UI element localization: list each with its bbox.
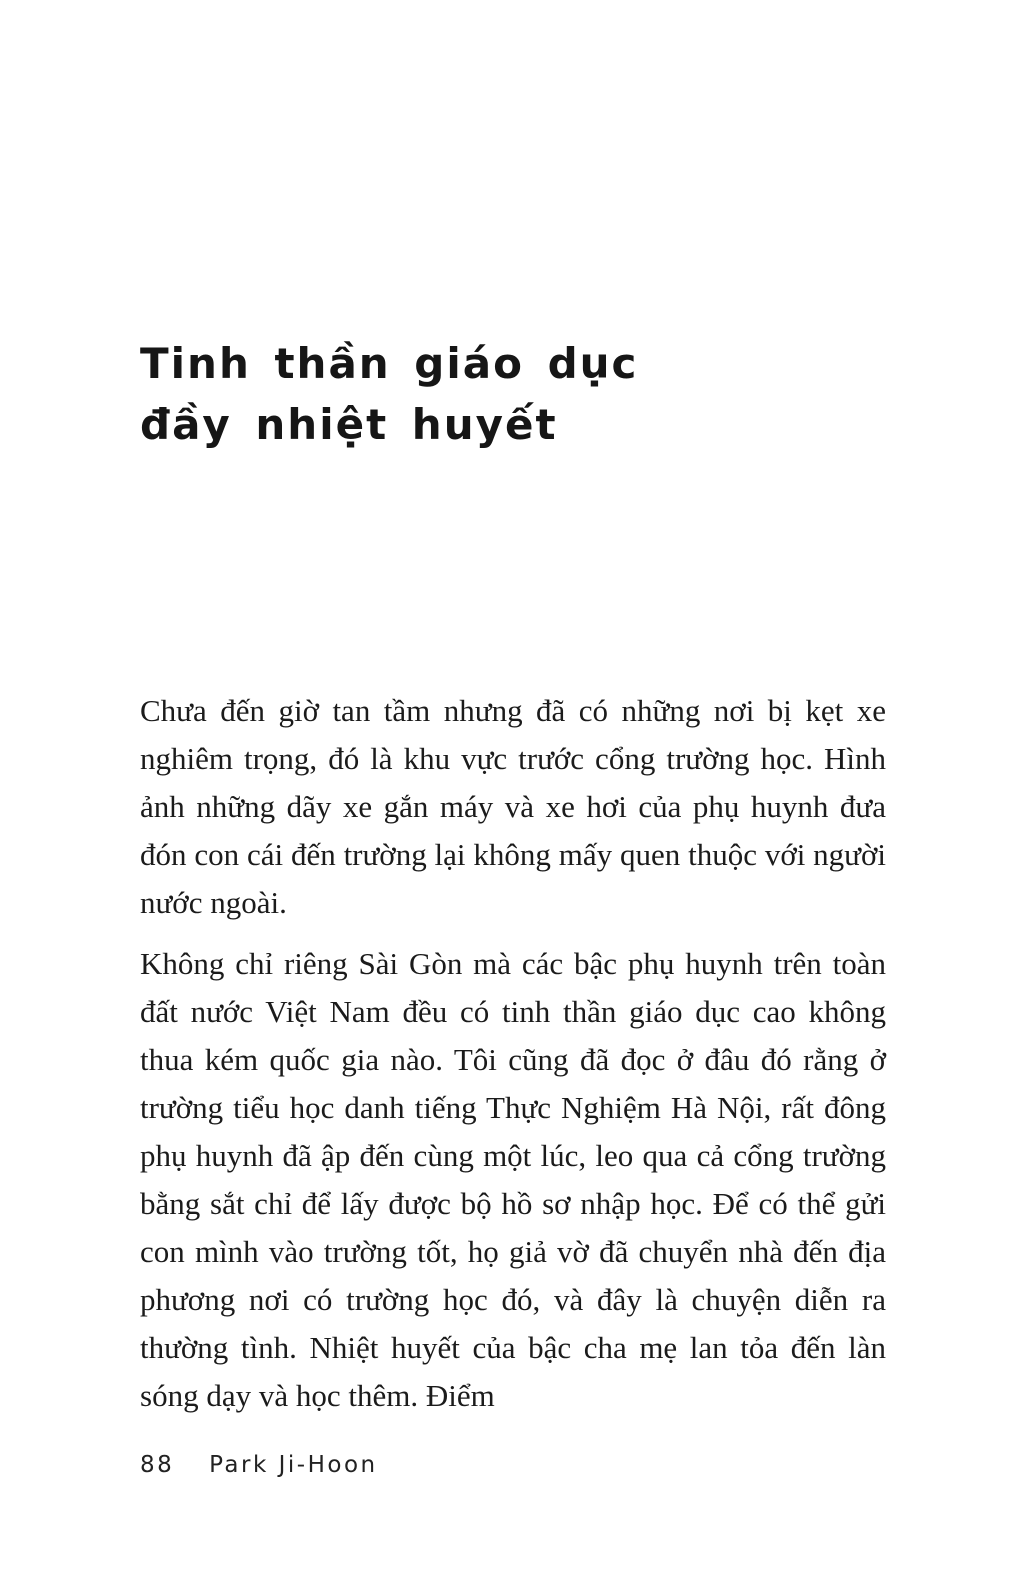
author-name: Park Ji-Hoon <box>209 1452 378 1478</box>
page-footer <box>140 1452 378 1478</box>
body-text <box>140 687 886 1420</box>
paragraph-1: Chưa đến giờ tan tầm nhưng đã có những nơi bị kẹt xe nghiêm trọng, đó là khu vực trước cổng trường học. Hình ảnh những dãy xe gắn máy và xe hơi của phụ huynh đưa đón con cái đến trường lại không mấy quen thuộc với người nước ngoài. <box>140 693 886 920</box>
chapter-title-line-2: đầy nhiệt huyết <box>140 400 558 449</box>
page-number: 88 <box>140 1452 175 1478</box>
paragraph-2: Không chỉ riêng Sài Gòn mà các bậc phụ huynh trên toàn đất nước Việt Nam đều có tinh thần giáo dục cao không thua kém quốc gia nào. Tôi cũng đã đọc ở đâu đó rằng ở trường tiểu học danh tiếng Thực Nghiệm Hà Nội, rất đông phụ huynh đã ập đến cùng một lúc, leo qua cả cổng trường bằng sắt chỉ để lấy được bộ hồ sơ nhập học. Để có thể gửi con mình vào trường tốt, họ giả vờ đã chuyển nhà đến địa phương nơi có trường học đó, và đây là chuyện diễn ra thường tình. Nhiệt huyết của bậc cha mẹ lan tỏa đến làn sóng dạy và học thêm. Điểm <box>140 946 886 1413</box>
chapter-title <box>140 333 638 455</box>
chapter-title-line-1: Tinh thần giáo dục <box>140 339 639 388</box>
